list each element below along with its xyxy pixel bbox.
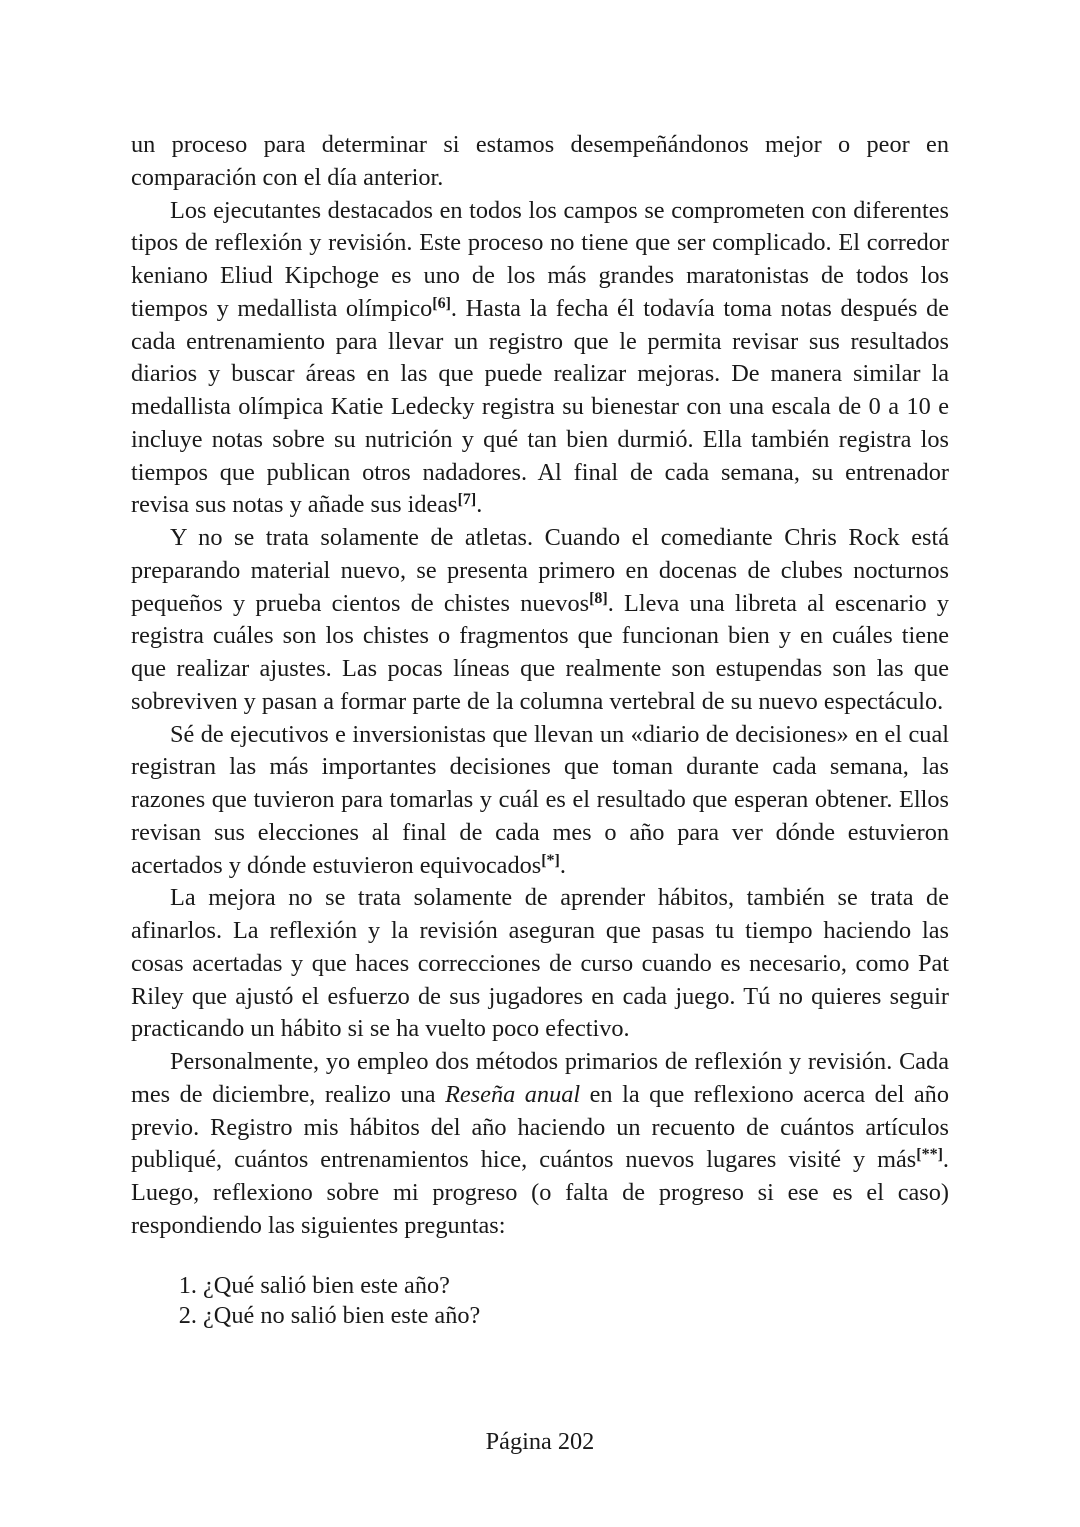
text: . Lleva una libreta al escenario y registra cuáles son los chistes o fragmentos que funcionan bien y en cuáles tiene que realizar ajustes. Las pocas líneas que realmente son estupendas son las que sobreviven y pasan a formar parte de la columna vertebral de su nuevo espectáculo. bbox=[131, 589, 949, 715]
list-number: 2. bbox=[178, 1301, 197, 1329]
text: . bbox=[476, 491, 483, 519]
paragraph bbox=[131, 195, 949, 523]
list-item bbox=[131, 1301, 949, 1331]
question-list bbox=[131, 1271, 949, 1331]
list-text: ¿Qué no salió bien este año? bbox=[203, 1301, 481, 1329]
list-number: 1. bbox=[178, 1271, 197, 1299]
footnote-ref[interactable]: [6] bbox=[432, 294, 451, 312]
text: Personalmente, yo empleo dos métodos primarios de reflexión y revisión. Cada mes de diciembre, realizo una bbox=[131, 1048, 949, 1108]
emphasis-text: Reseña anual bbox=[445, 1080, 581, 1108]
paragraph bbox=[131, 129, 949, 195]
text: Y no se trata solamente de atletas. Cuando el comediante Chris Rock está preparando material nuevo, se presenta primero en docenas de clubes nocturnos pequeños y prueba cientos de chistes nuevos bbox=[131, 524, 949, 617]
text: un proceso para determinar si estamos desempeñándonos mejor o peor en comparación con el día anterior. bbox=[131, 131, 949, 191]
text: . bbox=[559, 851, 566, 879]
list-text: ¿Qué salió bien este año? bbox=[203, 1271, 450, 1299]
text: Los ejecutantes destacados en todos los campos se comprometen con diferentes tipos de reflexión y revisión. Este proceso no tiene que ser complicado. El corredor keniano Eliud Kipchoge es uno de los más grandes maratonistas de todos los tiempos y medallista olímpico bbox=[131, 196, 949, 322]
footnote-ref[interactable]: [*] bbox=[541, 851, 560, 869]
text: . Luego, reflexiono sobre mi progreso (o falta de progreso si ese es el caso) respondiendo las siguientes preguntas: bbox=[131, 1146, 949, 1239]
page-body bbox=[131, 129, 949, 1331]
text: en la que reflexiono acerca del año previo. Registro mis hábitos del año haciendo un recuento de cuántos artículos publiqué, cuántos entrenamientos hice, cuántos nuevos lugares visité y más bbox=[131, 1080, 949, 1174]
paragraph bbox=[131, 522, 949, 719]
list-item bbox=[131, 1271, 949, 1301]
text: . Hasta la fecha él todavía toma notas después de cada entrenamiento para llevar un registro que le permita revisar sus resultados diarios y buscar áreas en las que puede realizar mejoras. De manera similar la medallista olímpica Katie Ledecky registra su bienestar con una escala de 0 a 10 e incluye notas sobre su nutrición y qué tan bien durmió. Ella también registra los tiempos que publican otros nadadores. Al final de cada semana, su entrenador revisa sus notas y añade sus ideas bbox=[131, 294, 950, 519]
page-number: Página 202 bbox=[485, 1428, 595, 1455]
paragraph bbox=[131, 719, 949, 883]
footnote-ref[interactable]: [**] bbox=[916, 1146, 943, 1164]
footnote-ref[interactable]: [8] bbox=[589, 589, 608, 607]
paragraph bbox=[131, 882, 949, 1046]
text: Sé de ejecutivos e inversionistas que llevan un «diario de decisiones» en el cual registran las más importantes decisiones que toman durante cada semana, las razones que tuvieron para tomarlas y cuál es el resultado que esperan obtener. Ellos revisan sus elecciones al final de cada mes o año para ver dónde estuvieron acertados y dónde estuvieron equivocados bbox=[131, 720, 949, 879]
paragraph bbox=[131, 1046, 949, 1243]
footnote-ref[interactable]: [7] bbox=[457, 491, 477, 509]
text: La mejora no se trata solamente de aprender hábitos, también se trata de afinarlos. La reflexión y la revisión aseguran que pasas tu tiempo haciendo las cosas acertadas y que haces correcciones de curso cuando es necesario, como Pat Riley que ajustó el esfuerzo de sus jugadores en cada juego. Tú no quieres seguir practicando un hábito si se ha vuelto poco efectivo. bbox=[131, 884, 949, 1043]
